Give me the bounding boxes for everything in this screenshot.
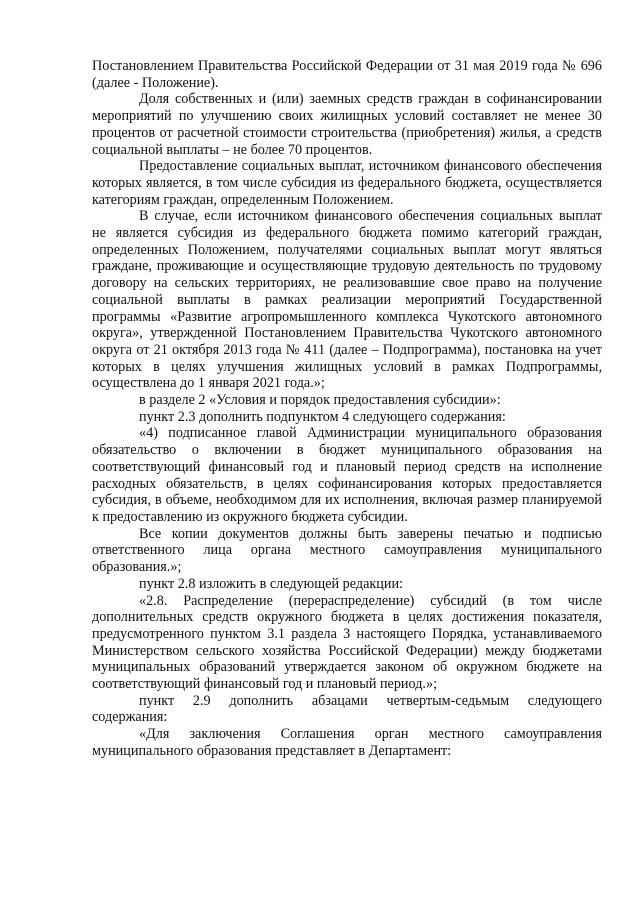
paragraph-decree-reference: Постановлением Правительства Российской Федерации от 31 мая 2019 года № 696 (далее - Положение).	[92, 58, 602, 91]
paragraph-clause-2-8-text: «2.8. Распределение (перераспределение) субсидий (в том числе дополнительных средств окружного бюджета в целях достижения показателя, предусмотренного пунктом 3.1 раздела 3 настоящего Порядка, устанавливаемого Министерством сельского хозяйства Российской Федерации) между бюджетами муниципальных образований утверждается законом об окружном бюджете на соответствующий финансовый год и плановый период.»;	[92, 592, 602, 693]
paragraph-social-payments-categories: Предоставление социальных выплат, источником финансового обеспечения которых является, в том числе субсидия из федерального бюджета, осуществляется категориям граждан, определенным Положением.	[92, 158, 602, 208]
paragraph-subclause-4: «4) подписанное главой Администрации муниципального образования обязательство о включении в бюджет муниципального образования на соответствующий финансовый год и плановый период средств на исполнение расходных обязательств, в целях софинансирования которых предоставляется субсидия, в объеме, необходимом для их исполнения, включая размер планируемой к предоставлению из окружного бюджета субсидии.	[92, 425, 602, 525]
paragraph-section-2-heading: в разделе 2 «Условия и порядок предоставления субсидии»:	[139, 392, 501, 409]
paragraph-clause-2-9-intro: пункт 2.9 дополнить абзацами четвертым-седьмым следующего содержания:	[92, 692, 602, 726]
paragraph-payment-recipients: В случае, если источником финансового обеспечения социальных выплат не является субсидия из федерального бюджета помимо категорий граждан, определенных Положением, получателями социальных выплат могут являться граждане, проживающие и осуществляющие трудовую деятельность по трудовому договору на сельских территориях, не реализовавшие свое право на получение социальной выплаты в рамках реализации мероприятий Государственной программы «Развитие агропромышленного комплекса Чукотского автономного округа», утвержденной Постановлением Правительства Чукотского автономного округа от 21 октября 2013 года № 411 (далее – Подпрограмма), постановка на учет которых в целях улучшения жилищных условий в рамках Подпрограммы, осуществлена до 1 января 2021 года.»;	[92, 208, 602, 392]
paragraph-clause-2-8-intro: пункт 2.8 изложить в следующей редакции:	[139, 575, 403, 592]
paragraph-cofinancing-share: Доля собственных и (или) заемных средств граждан в софинансировании мероприятий по улучшению своих жилищных условий составляет не менее 30 процентов от расчетной стоимости строительства (приобретения) жилья, а средств социальной выплаты – не более 70 процентов.	[92, 91, 602, 158]
paragraph-agreement-conclusion: «Для заключения Соглашения орган местного самоуправления муниципального образования представляет в Департамент:	[92, 726, 602, 759]
paragraph-document-copies: Все копии документов должны быть заверены печатью и подписью ответственного лица органа местного самоуправления муниципального образования.»;	[92, 525, 602, 576]
document-page	[92, 58, 602, 760]
paragraph-clause-2-3: пункт 2.3 дополнить подпунктом 4 следующего содержания:	[139, 408, 506, 425]
